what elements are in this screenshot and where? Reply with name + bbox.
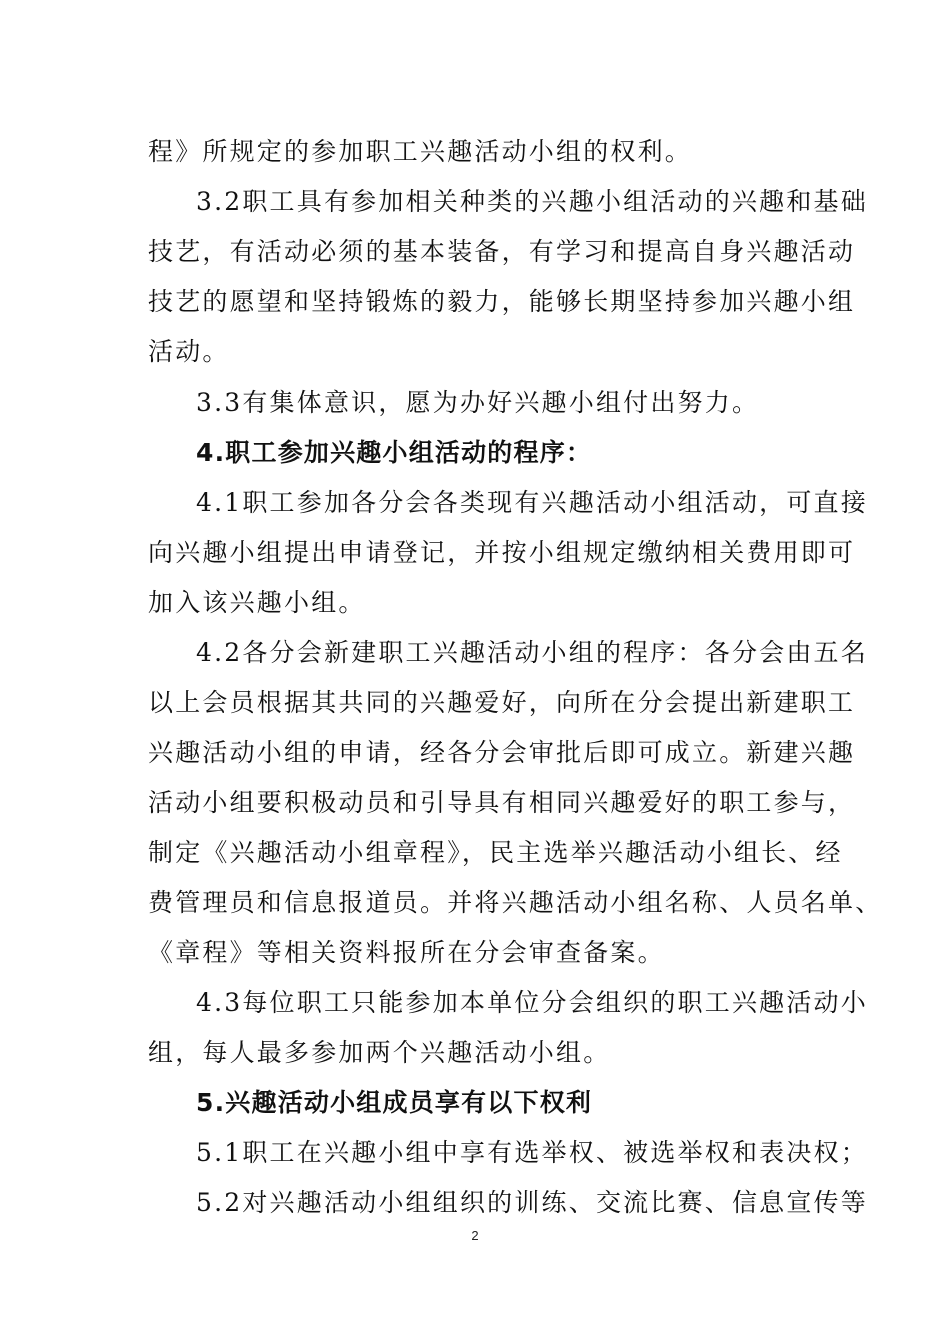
paragraph-line: 3.2职工具有参加相关种类的兴趣小组活动的兴趣和基础 [196,187,868,216]
paragraph-line: 加入该兴趣小组。 [148,588,366,617]
page-number: 2 [471,1228,479,1243]
paragraph-line: 活动。 [148,337,230,366]
section-heading: 5.兴趣活动小组成员享有以下权利 [196,1088,593,1117]
paragraph-line: 制定《兴趣活动小组章程》，民主选举兴趣活动小组长、经 [148,838,843,867]
paragraph-line: 技艺，有活动必须的基本装备，有学习和提高自身兴趣活动 [148,237,856,266]
paragraph-line: 组，每人最多参加两个兴趣活动小组。 [148,1038,611,1067]
paragraph-line: 4.1职工参加各分会各类现有兴趣活动小组活动，可直接 [196,488,868,517]
paragraph-line: 费管理员和信息报道员。并将兴趣活动小组名称、人员名单、 [148,888,883,917]
paragraph-line: 3.3有集体意识，愿为办好兴趣小组付出努力。 [196,388,760,417]
section-heading: 4.职工参加兴趣小组活动的程序： [196,438,593,467]
paragraph-line: 技艺的愿望和坚持锻炼的毅力，能够长期坚持参加兴趣小组 [148,287,856,316]
paragraph-line: 以上会员根据其共同的兴趣爱好，向所在分会提出新建职工 [148,688,856,717]
paragraph-line: 4.3每位职工只能参加本单位分会组织的职工兴趣活动小 [196,988,868,1017]
paragraph-line: 《章程》等相关资料报所在分会审查备案。 [148,938,665,967]
paragraph-line: 向兴趣小组提出申请登记，并按小组规定缴纳相关费用即可 [148,538,856,567]
paragraph-line: 程》所规定的参加职工兴趣活动小组的权利。 [148,137,693,166]
paragraph-line: 5.2对兴趣活动小组组织的训练、交流比赛、信息宣传等 [196,1188,868,1217]
paragraph-line: 5.1职工在兴趣小组中享有选举权、被选举权和表决权； [196,1138,868,1167]
paragraph-line: 活动小组要积极动员和引导具有相同兴趣爱好的职工参与， [148,788,856,817]
paragraph-line: 兴趣活动小组的申请，经各分会审批后即可成立。新建兴趣 [148,738,856,767]
paragraph-line: 4.2各分会新建职工兴趣活动小组的程序：各分会由五名 [196,638,868,667]
